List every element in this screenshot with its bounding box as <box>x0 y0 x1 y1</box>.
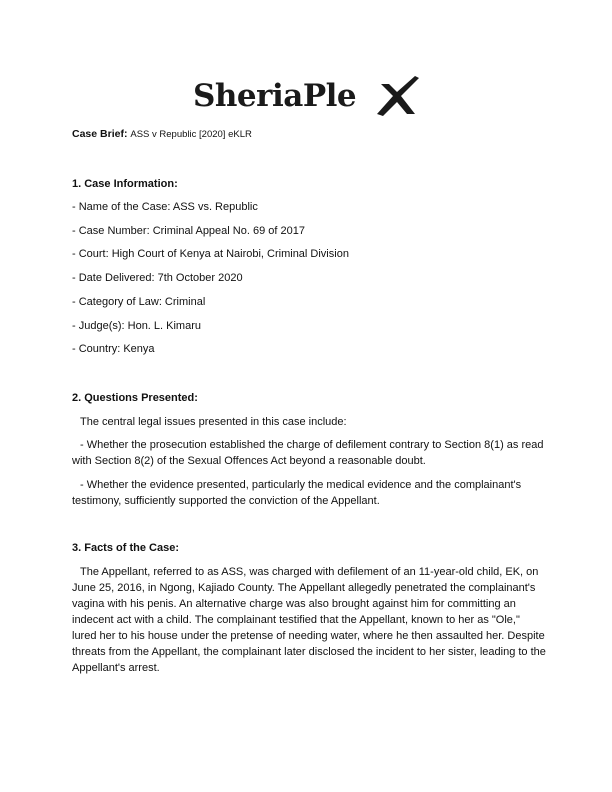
question-2: - Whether the evidence presented, particularly the medical evidence and the complainant's testimony, sufficiently supported the conviction of the Appellant. <box>72 479 522 507</box>
facts-paragraph: The Appellant, referred to as ASS, was charged with defilement of an 11-year-old child, EK, on June 25, 2016, in Ngong, Kajiado County. The Appellant allegedly penetrated the complainant's vagina with his penis. An alternative charge was also brought against him for committing an indecent act with a child. The complainant testified that the Appellant, known to her as "Ole," lured her to his house under the pretense of needing water, where he then assaulted her. Despite threats from the Appellant, the complainant later disclosed the incident to her sister, leading to the Appellant's arrest. <box>72 566 546 674</box>
case-info-item: - Date Delivered: 7th October 2020 <box>72 272 243 284</box>
sheriaplex-logo <box>193 74 418 120</box>
logo-x-mark-icon <box>375 74 421 118</box>
case-info-item: - Country: Kenya <box>72 343 155 355</box>
case-brief-label: Case Brief: <box>72 128 128 140</box>
questions-intro: The central legal issues presented in this case include: <box>80 416 347 428</box>
question-1: - Whether the prosecution established the charge of defilement contrary to Section 8(1) as read with Section 8(2) of the Sexual Offences Act beyond a reasonable doubt. <box>72 439 544 467</box>
section-2-heading: 2. Questions Presented: <box>72 392 198 404</box>
case-info-item: - Case Number: Criminal Appeal No. 69 of 2017 <box>72 225 305 237</box>
case-brief-value: ASS v Republic [2020] eKLR <box>130 129 252 140</box>
case-info-item: - Court: High Court of Kenya at Nairobi, Criminal Division <box>72 248 349 260</box>
section-3-heading: 3. Facts of the Case: <box>72 542 179 554</box>
case-info-item: - Category of Law: Criminal <box>72 296 206 308</box>
section-1-heading: 1. Case Information: <box>72 178 178 190</box>
case-info-item: - Name of the Case: ASS vs. Republic <box>72 201 258 213</box>
case-info-item: - Judge(s): Hon. L. Kimaru <box>72 320 201 332</box>
logo-wordmark: SheriaPle <box>193 78 357 114</box>
case-brief-line <box>72 128 252 140</box>
